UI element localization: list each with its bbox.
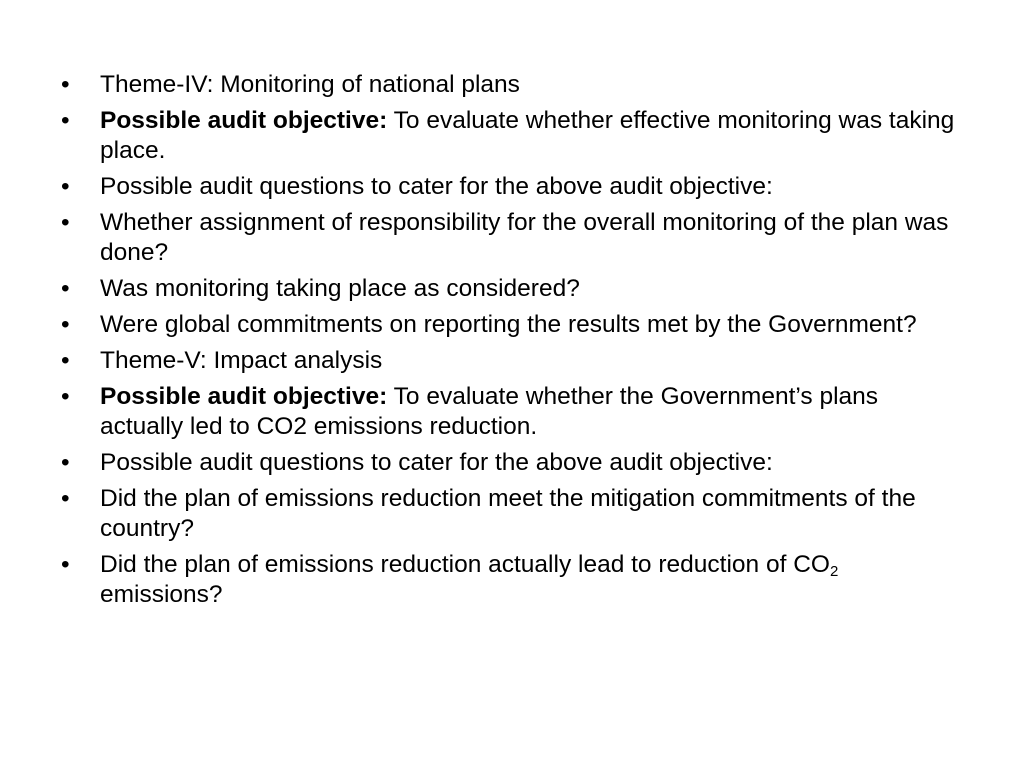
list-item-question-monitoring — [61, 274, 961, 304]
item-text: Was monitoring taking place as considered? — [100, 275, 580, 302]
list-item-objective-impact — [61, 382, 961, 442]
bullet-icon: • — [61, 311, 70, 338]
item-bold-label: Possible audit objective: — [100, 383, 388, 410]
item-text: Did the plan of emissions reduction meet the mitigation commitments of the country? — [100, 485, 916, 542]
list-item-theme-iv — [61, 70, 961, 100]
item-text: To evaluate whether the Government’s plans actually led to CO2 emissions reduction. — [100, 383, 879, 440]
item-text: Theme-V: Impact analysis — [100, 347, 383, 374]
list-item-question-mitigation — [61, 484, 961, 544]
bullet-icon: • — [61, 449, 70, 476]
list-item-question-global-commitments — [61, 310, 961, 340]
bullet-icon: • — [61, 107, 70, 134]
bullet-icon: • — [61, 551, 70, 578]
item-text: Possible audit questions to cater for the above audit objective: — [100, 449, 773, 476]
bullet-icon: • — [61, 347, 70, 374]
bullet-icon: • — [61, 209, 70, 236]
item-text: Did the plan of emissions reduction actually lead to reduction of CO — [100, 551, 830, 578]
bullet-icon: • — [61, 383, 70, 410]
item-text-after: emissions? — [100, 581, 223, 608]
list-item-question-responsibility — [61, 208, 961, 268]
list-item-questions-intro-2 — [61, 448, 961, 478]
list-item-objective-monitoring — [61, 106, 961, 166]
bullet-list — [61, 70, 961, 616]
list-item-theme-v — [61, 346, 961, 376]
bullet-icon: • — [61, 71, 70, 98]
item-text: Theme-IV: Monitoring of national plans — [100, 71, 520, 98]
item-text: Were global commitments on reporting the results met by the Government? — [100, 311, 917, 338]
bullet-icon: • — [61, 275, 70, 302]
item-subscript: 2 — [829, 563, 839, 580]
item-text: Possible audit questions to cater for the above audit objective: — [100, 173, 773, 200]
bullet-icon: • — [61, 485, 70, 512]
item-text: Whether assignment of responsibility for the overall monitoring of the plan was done? — [100, 209, 949, 266]
list-item-question-co2-reduction — [61, 550, 961, 610]
item-text: To evaluate whether effective monitoring was taking place. — [100, 107, 955, 164]
list-item-questions-intro — [61, 172, 961, 202]
item-bold-label: Possible audit objective: — [100, 107, 388, 134]
bullet-icon: • — [61, 173, 70, 200]
